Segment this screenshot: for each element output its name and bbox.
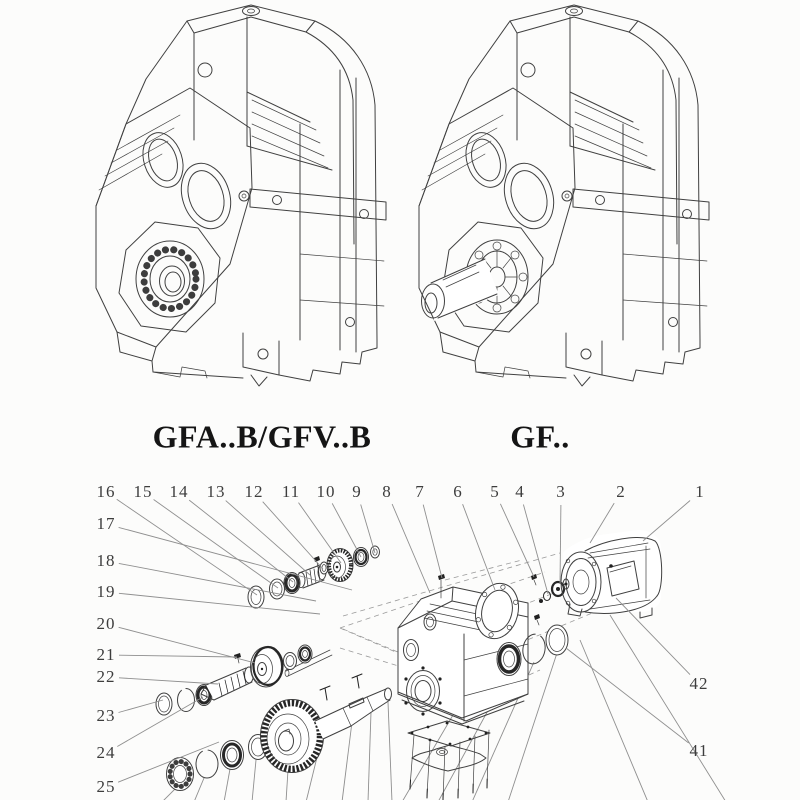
housing-cover [412, 745, 486, 771]
leader-line-3 [560, 505, 561, 584]
leader-line-16 [117, 499, 257, 595]
callout-11: 11 [281, 482, 301, 501]
callout-7: 7 [415, 482, 425, 501]
output-shaft [422, 259, 500, 321]
leader-line-20 [119, 627, 255, 663]
callout-15: 15 [133, 482, 153, 501]
leader-line-5 [500, 504, 534, 577]
callout-42: 42 [689, 674, 709, 693]
callout-25: 25 [96, 777, 116, 796]
callout-12: 12 [244, 482, 264, 501]
callout-41: 41 [689, 741, 709, 760]
callout-16: 16 [96, 482, 116, 501]
callout-13: 13 [206, 482, 226, 501]
leader-line-15 [154, 500, 278, 589]
model-label-gf: GF.. [510, 418, 570, 455]
bearing-flange [136, 241, 204, 317]
callout-19: 19 [96, 582, 116, 601]
callout-21: 21 [96, 645, 116, 664]
leader-line-42 [616, 598, 690, 675]
callout-24: 24 [96, 743, 116, 762]
leader-line-21 [119, 655, 237, 657]
callout-9: 9 [352, 482, 362, 501]
housing-gasket [408, 721, 490, 746]
callout-10: 10 [316, 482, 336, 501]
callout-23: 23 [96, 706, 116, 725]
leader-line-41 [566, 648, 689, 743]
callout-14: 14 [169, 482, 189, 501]
model-label-gfab: GFA..B/GFV..B [152, 418, 372, 455]
callout-4: 4 [515, 482, 525, 501]
gearbox-drawing-gf [419, 5, 709, 386]
shaft-keys [320, 674, 362, 700]
exploded-view [117, 499, 726, 800]
callout-22: 22 [96, 667, 116, 686]
output-gear [261, 700, 324, 773]
callout-1: 1 [695, 482, 705, 501]
leader-line-12 [263, 502, 323, 569]
leader-line-13 [226, 501, 310, 575]
leader-line-7 [423, 505, 442, 578]
leader-line-22 [119, 678, 218, 684]
callout-5: 5 [490, 482, 500, 501]
leader-line-1 [643, 501, 690, 542]
callout-2: 2 [616, 482, 626, 501]
leader-line-9 [361, 505, 375, 554]
callout-8: 8 [382, 482, 392, 501]
motor [561, 530, 662, 618]
gearbox-drawing-gfab [96, 5, 386, 386]
callout-6: 6 [453, 482, 463, 501]
callout-18: 18 [96, 551, 116, 570]
callout-20: 20 [96, 614, 116, 633]
leader-line-4 [523, 505, 548, 595]
leader-line-8 [392, 504, 430, 593]
callout-3: 3 [556, 482, 566, 501]
callout-17: 17 [96, 514, 116, 533]
leader-line-11 [299, 503, 342, 563]
leader-line-6 [463, 504, 495, 590]
